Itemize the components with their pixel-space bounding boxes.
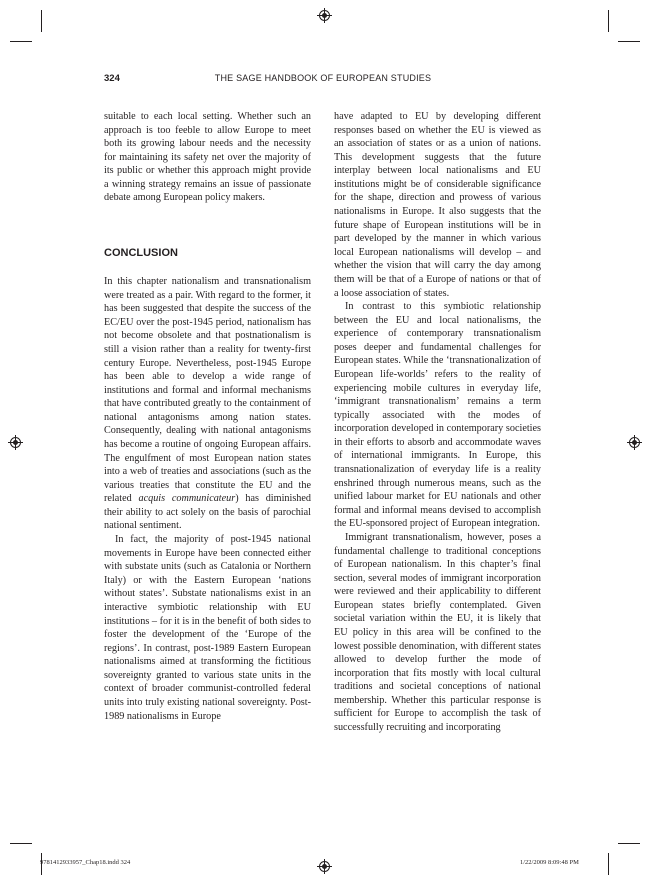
footer-timestamp: 1/22/2009 8:09:48 PM xyxy=(520,859,579,866)
paragraph: suitable to each local setting. Whether such an approach is too feeble to allow Europe to meet both its growing labour needs and the necessity for maintaining its safety net over the majority of its public or whether this approach might provide a winning strategy remains an issue of passionate debate among European policy makers. xyxy=(104,111,311,204)
paragraph: have adapted to EU by developing different responses based on whether the EU is viewed as an association of states or as a union of nations. This development suggests that the future interplay between local nationalisms and EU institutions might be of considerable significance for the shape, direction and prowess of various nationalisms in Europe. It also suggests that the future shape of European institutions will be in part developed by the manner in which various local European nationalisms will develop – and whether the vision that will carry the day among them will be that of a Europe of nations or that of a loose association of states. xyxy=(334,111,541,299)
registration-mark-icon xyxy=(629,437,640,448)
right-column xyxy=(334,110,541,735)
registration-mark-icon xyxy=(10,437,21,448)
crop-mark xyxy=(618,41,640,42)
paragraph: Immigrant transnationalism, however, poses a fundamental challenge to traditional conceptions of European nationalism. In this chapter’s final section, several modes of immigrant incorporation were reviewed and their applicability to different European states briefly contemplated. Given societal variation within the EU, it is likely that EU policy in this area will be confined to the lowest possible denomination, with different states allowed to develop further the mode of incorporation that fits mostly with local cultural traditions and societal conceptions of national membership. Whether this particular response is sufficient for Europe to accomplish the task of successfully recruiting and incorporating xyxy=(334,531,541,734)
crop-mark xyxy=(618,843,640,844)
crop-mark xyxy=(10,843,32,844)
crop-mark xyxy=(41,10,42,32)
left-column xyxy=(104,110,311,723)
page-number: 324 xyxy=(104,73,120,84)
crop-mark xyxy=(608,853,609,875)
paragraph: In fact, the majority of post-1945 national movements in Europe have been connected either with substate units (such as Catalonia or Northern Italy) or with the Eastern European ‘nations without states’. Substate nationalisms exist in an interactive symbiotic relationship with EU institutions – for it is in the benefit of both sides to foster the development of the ‘Europe of the regions’. In contrast, post-1989 Eastern European nationalisms aimed at transforming the fictitious sovereignty granted to various state units in the context of broader communist-controlled federal units into truly existing national sovereignty. Post-1989 nationalisms in Europe xyxy=(104,534,311,722)
running-header xyxy=(104,73,542,87)
section-heading: CONCLUSION xyxy=(104,247,178,260)
paragraph: In this chapter nationalism and transnationalism were treated as a pair. With regard to the former, it has been suggested that despite the success of the EC/EU over the post-1945 period, nationalism has not become obsolete and that postnationalism is still a vision rather than a reality for twenty-first century Europe. Nevertheless, post-1945 Europe has been able to develop a wide range of institutions and formal and informal mechanisms that have contributed greatly to the containment of national antagonisms among nation states. Consequently, dealing with national antagonisms has become a routine of ongoing European affairs. The engulfment of most European nation states into a web of treaties and associations (such as the various treaties that constitute the EU and the related acquis communicateur) has diminished their ability to act solely on the basis of parochial national sentiment. xyxy=(104,276,311,532)
running-head-title: THE SAGE HANDBOOK OF EUROPEAN STUDIES xyxy=(214,73,432,83)
crop-mark xyxy=(608,10,609,32)
crop-mark xyxy=(10,41,32,42)
paragraph: In contrast to this symbiotic relationship between the EU and local nationalisms, the experience of contemporary transnationalism poses deeper and fundamental challenges for European states. While the ‘transnationalization of European life-worlds’ refers to the reality of experiencing mobile cultures in everyday life, ‘immigrant transnationalism’ remains a term typically associated with the modes of incorporation developed in contemporary societies in their efforts to absorb and accommodate waves of international immigrants. In Europe, this transnationalization of everyday life is a reality enshrined through numerous means, such as the unified labour market for EU nationals and other formal and informal means devised to accomplish the EU-sponsored project of European integration. xyxy=(334,301,541,530)
registration-mark-icon xyxy=(319,10,330,21)
footer-file-label: 9781412933957_Chap18.indd 324 xyxy=(40,859,131,866)
registration-mark-icon xyxy=(319,861,330,872)
